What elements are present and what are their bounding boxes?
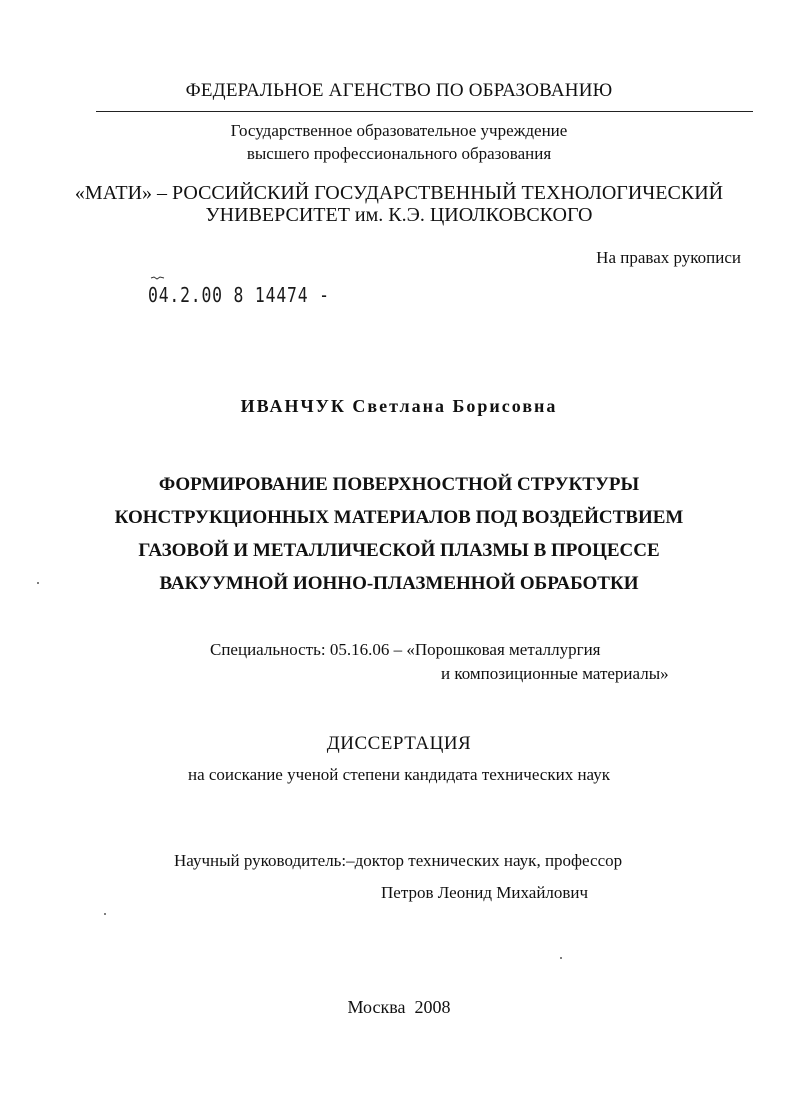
- title-line: КОНСТРУКЦИОННЫХ МАТЕРИАЛОВ ПОД ВОЗДЕЙСТВИЕМ: [114, 507, 684, 528]
- city-year: Москва 2008: [347, 997, 451, 1017]
- scan-speck: [560, 957, 562, 959]
- institution-line-1: Государственное образовательное учреждение: [230, 121, 568, 140]
- author-name: ИВАНЧУК Светлана Борисовна: [240, 396, 558, 416]
- institution-line-2: высшего профессионального образования: [246, 144, 552, 163]
- title-line: ГАЗОВОЙ И МЕТАЛЛИЧЕСКОЙ ПЛАЗМЫ В ПРОЦЕССЕ: [138, 540, 660, 561]
- header-divider: [96, 111, 753, 112]
- specialty-line-2: и композиционные материалы»: [441, 664, 669, 683]
- scan-speck: [37, 582, 39, 584]
- title-line: ФОРМИРОВАНИЕ ПОВЕРХНОСТНОЙ СТРУКТУРЫ: [158, 474, 640, 495]
- agency-heading: ФЕДЕРАЛЬНОЕ АГЕНСТВО ПО ОБРАЗОВАНИЮ: [185, 80, 613, 101]
- stamp-tick-mark: [150, 276, 166, 280]
- university-line-1: «МАТИ» – РОССИЙСКИЙ ГОСУДАРСТВЕННЫЙ ТЕХНОЛОГИЧЕСКИЙ: [74, 182, 724, 204]
- registration-stamp: 04.2.00 8 14474 -: [148, 283, 330, 307]
- supervisor-name: Петров Леонид Михайлович: [381, 883, 589, 902]
- scan-speck: [104, 913, 106, 915]
- degree-line: на соискание ученой степени кандидата технических наук: [187, 765, 610, 784]
- supervisor-line-1: Научный руководитель:–доктор технических наук, профессор: [174, 851, 623, 870]
- title-line: ВАКУУМНОЙ ИОННО-ПЛАЗМЕННОЙ ОБРАБОТКИ: [159, 573, 639, 594]
- rights-note: На правах рукописи: [596, 248, 741, 267]
- dissertation-title: [0, 468, 798, 600]
- document-type: ДИССЕРТАЦИЯ: [326, 733, 472, 754]
- university-line-2: УНИВЕРСИТЕТ им. К.Э. ЦИОЛКОВСКОГО: [205, 204, 593, 226]
- specialty-line-1: Специальность: 05.16.06 – «Порошковая металлургия: [210, 640, 601, 659]
